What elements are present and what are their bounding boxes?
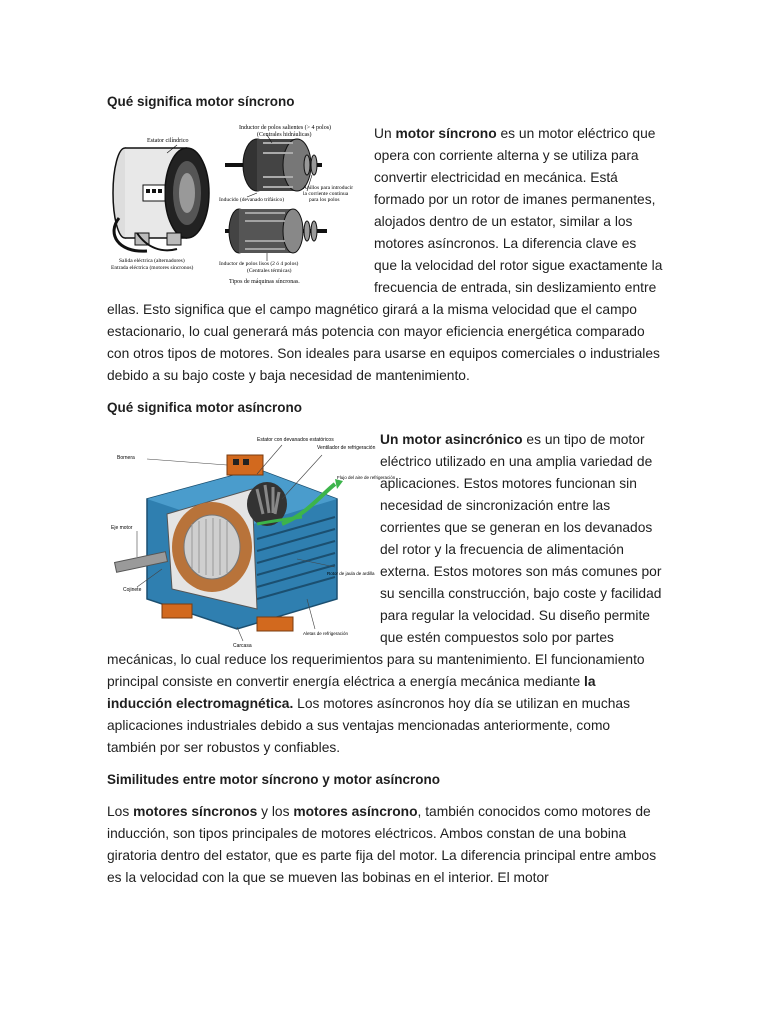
text-run: Los motores asíncronos hoy día se utilizan en muchas aplicaciones industriales debido a sus ventajas mencionadas anteriormente, como también por ser robustos y confiables. [107,696,630,755]
text-run: , también conocidos como motores de inducción, son tipos principales de motores eléctricos. Ambos constan de una bobina giratoria dentro del estator, que es parte fija del motor. La diferencia principal entre ambos es la velocidad con la que se mueven las bobinas en el interior. El motor [107,804,657,885]
synchronous-machines-illustration [107,123,363,289]
text-run: Un [374,126,396,141]
label-salient-poles-note: (Centrales hidráulicas) [257,132,312,138]
asynchronous-motor-cutaway [107,429,396,649]
label-induced: Inducido (devanado trifásico) [219,197,285,203]
bold-term-motor-sincrono: motor síncrono [395,126,497,141]
figure-synchronous-machines [107,123,363,289]
document-page [107,88,663,889]
bold-term-motores-asincrono: motores asíncrono [293,804,418,819]
text-run: Los [107,804,134,819]
label-carcasa: Carcasa [233,643,252,649]
label-smooth-poles-note: (Centrales térmicas) [247,268,292,274]
label-rotor: Rotor de jaula de ardilla [327,571,375,576]
text-run: es un motor eléctrico que opera con corriente alterna y se utiliza para convertir electricidad en mecánica. Está formado por un rotor de imanes permanentes, alojados dentro de un estator, similar a los motores asíncronos. La diferencia clave es que la velocidad del rotor sigue exactamente la frecuencia de entrada, sin deslizamiento entre ellas. Esto significa que el campo magnético girará a la misma velocidad que el campo estacionario, lo cual generará más potencia con mayor eficiencia energética comparado con otros tipos de motores. Son ideales para usarse en equipos comerciales o industriales debido a su bajo coste y baja necesidad de mantenimiento. [107,126,663,383]
label-bornera: Bornera [117,455,135,461]
stator-drawing [113,148,209,251]
figure-asynchronous-motor [107,429,396,649]
label-cojinete: Cojinete [123,587,142,593]
label-eje: Eje motor [111,525,133,531]
text-run: es un tipo de motor eléctrico utilizado en una amplia variedad de aplicaciones. Estos motores funcionan sin necesidad de sincronización entre las corrientes que se generan en los devanados del rotor y la frecuencia de alimentación externa. Estos motores son más comunes por su sencilla construcción, bajo coste y facilidad para regular la velocidad. Su diseño permite que estén compuestos solo por partes mecánicas, lo cual reduce los requerimientos para su mantenimiento. El funcionamiento principal consiste en convertir energía eléctrica a energía mecánica mediante [107,432,662,689]
label-rings-3: para los polos [309,197,340,203]
section-title-asynchronous: Qué significa motor asíncrono [107,400,303,415]
salient-pole-rotor-drawing [225,139,322,191]
label-output: Salida eléctrica (alternadores) [119,258,185,264]
paragraph-similarities [107,801,663,889]
label-salient-poles: Inductor de polos salientes (> 4 polos) [239,125,332,131]
label-ventilador: Ventilador de refrigeración [317,445,376,451]
label-stator: Estator cilíndrico [147,138,189,144]
section-title-similarities: Similitudes entre motor síncrono y motor asíncrono [107,772,441,787]
bold-term-motores-sincronos: motores síncronos [133,804,258,819]
label-estator: Estator con devanados estatóricos [257,437,334,443]
smooth-pole-rotor-drawing [225,209,327,253]
text-run: y los [257,804,294,819]
label-rings: Anillos para introducir [303,185,354,191]
bold-term-induccion: la inducción electromagnética. [107,674,596,711]
label-smooth-poles: Inductor de polos lisos (2 ó 4 polos) [219,261,299,267]
figure-caption-synchronous: Tipos de máquinas síncronas. [229,279,300,285]
bold-term-motor-asincronico: Un motor asincrónico [380,432,523,447]
label-aletas: Aletas de refrigeración [303,631,349,636]
section-title-synchronous: Qué significa motor síncrono [107,94,295,109]
label-flujo: Flujo del aire de refrigeración [337,475,396,480]
label-rings-2: la corriente continua [303,191,349,197]
label-input: Entrada eléctrica (motores síncronos) [111,265,194,271]
